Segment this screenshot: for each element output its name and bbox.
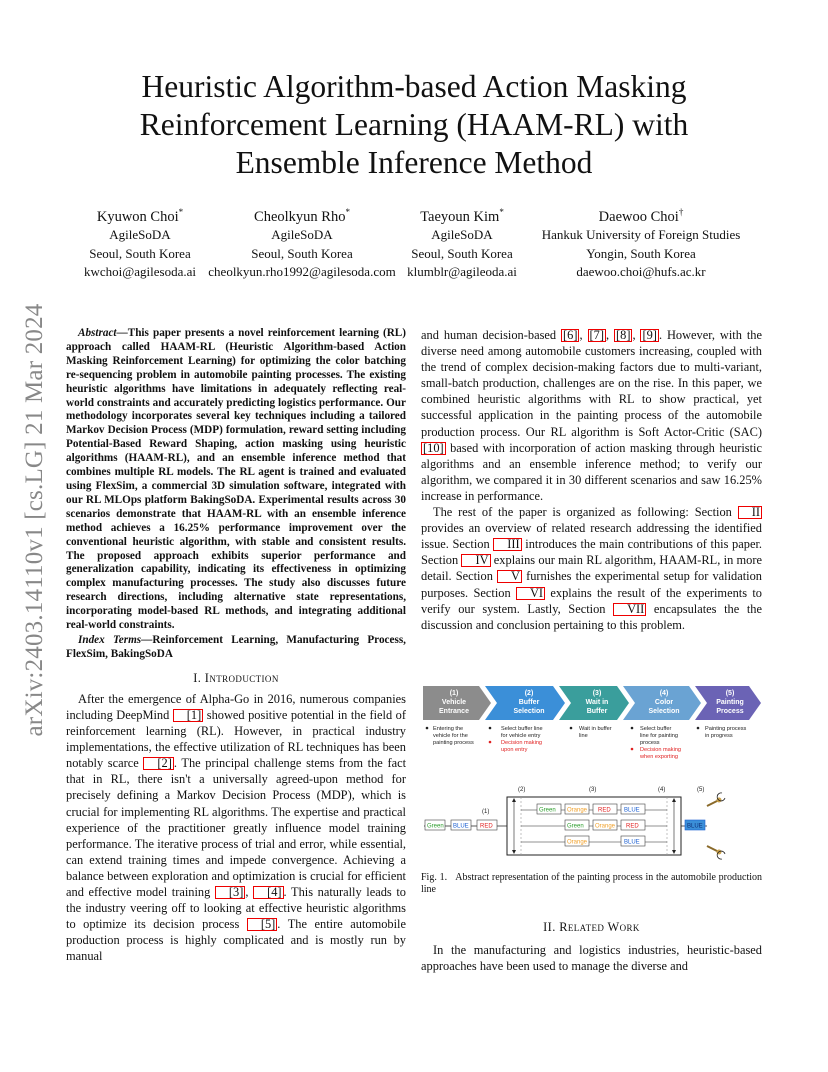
text-run: showed positive potential in the field of reinforcement learning (RL). However, in practical industry implementations, the effective utilization of RL techniques has been notably scarce (66, 707, 406, 771)
author-4 (534, 203, 748, 282)
related-work-paragraph (421, 942, 762, 974)
bullet-text: Select buffer (640, 726, 672, 732)
right-paragraph-1 (421, 327, 762, 504)
section-heading-related-work (421, 920, 762, 935)
step-label: Buffer (518, 699, 540, 706)
right-paragraph-2 (421, 504, 762, 633)
bullet-text-red: Decision making (640, 747, 682, 753)
step-label: Buffer (586, 708, 608, 715)
section-title: Introduction (204, 670, 279, 685)
text-run: encapsulates the the discussion and conclusion pertaining to this problem. (421, 601, 762, 632)
bullet-text: Select buffer line (501, 726, 543, 732)
left-column (66, 327, 406, 964)
text-run: explains our main RL algorithm, HAAM-RL, in more detail. Section (421, 553, 763, 584)
step-number: (5) (725, 690, 735, 697)
text-run: . The entire automobile production process is highly complicated and is mostly run by manual (66, 917, 406, 964)
caption-text: Abstract representation of the painting process in the automobile production line (421, 872, 763, 895)
step-label: Wait in (585, 699, 609, 706)
section-link[interactable]: V (497, 570, 522, 583)
author-affiliation: Hankuk University of Foreign Studies (541, 227, 741, 243)
author-affiliation: AgileSoDA (431, 227, 493, 243)
citation-link[interactable]: [10] (423, 440, 444, 455)
car-color: Orange (567, 839, 588, 846)
text-run: The rest of the paper is organized as following: Section (433, 505, 738, 520)
author-email: kwchoi@agilesoda.ai (84, 264, 196, 280)
section-heading-introduction (66, 670, 406, 686)
bullet-text: line (579, 733, 588, 739)
step-1-chevron (423, 686, 491, 720)
intro-paragraph (66, 691, 406, 965)
section-title: Related Work (559, 920, 640, 934)
step-number: (1) (449, 690, 459, 697)
car-color: RED (480, 823, 493, 830)
bullet-text: vehicle for the (433, 733, 468, 739)
section-link[interactable]: VII (613, 603, 646, 616)
step-3-chevron (559, 686, 629, 720)
author-3 (404, 203, 520, 282)
text-run: , (605, 328, 614, 342)
author-mark: * (178, 207, 184, 217)
line-diagram (424, 787, 725, 859)
text-run: After the emergence of Alpha-Go in 2016, numerous companies including DeepMind (66, 691, 406, 722)
text-run: , (579, 328, 588, 342)
step-bullets (426, 726, 747, 760)
painting-robot-icon (707, 793, 725, 859)
step-label: Process (716, 708, 744, 715)
text-run: . The principal challenge stems from the fact that in RL, there isn't a universally agreed-upon method for precisely defining a Markov Decision Process (MDP), which is crucial for implementing RL algorithms. The expertise and practical experience of the practitioner greatly influence model training performance. The iterative process of trial and error, while essential, can extend training times and impede convergence. Achieving a balance between exploration and optimization is crucial for efficient and effective model training (66, 756, 407, 899)
author-mark: * (499, 207, 504, 217)
abstract (66, 327, 406, 633)
step-2-chevron (485, 686, 565, 720)
text-run: based with incorporation of action masking through heuristic algorithms and an ensemble inference method; to verify our algorithm, we compared it in 30 different scenarios and saw 16.25% increase in performance. (421, 440, 762, 503)
step-label: Selection (513, 708, 545, 715)
bullet-text-red: when exporting (640, 754, 678, 760)
citation-link[interactable]: [2] (143, 757, 173, 770)
text-run: . However, with the diverse need among automobile customers increasing, coupled with the trend of complex decision-making factors due to multi-variant, small-batch production, challenges are on the rise. In this paper, we combined heuristic algorithms with RL to show practical, yet successful application in the painting process of the automobile production process. Our RL algorithm is Soft Actor-Critic (SAC) (421, 328, 762, 439)
author-location: Seoul, South Korea (411, 245, 513, 261)
car-color: Green (427, 823, 444, 830)
author-name: Kyuwon Choi (96, 208, 179, 225)
figure-caption (421, 872, 762, 896)
author-name: Daewoo Choi (598, 208, 679, 225)
step-label: Entrance (439, 708, 469, 715)
car-color: RED (598, 807, 611, 814)
bullet-text: painting process (433, 740, 474, 746)
area-label: (1) (482, 809, 490, 815)
paragraph-text: In the manufacturing and logistics industries, heuristic-based approaches have been used to manage the diverse and (421, 943, 762, 974)
car-color: BLUE (453, 823, 469, 830)
step-5-chevron (695, 686, 761, 720)
step-label: Vehicle (441, 699, 467, 706)
car-color: Orange (567, 807, 588, 814)
author-location: Seoul, South Korea (89, 245, 191, 261)
section-number: I. (193, 670, 202, 685)
section-number: II. (543, 920, 556, 934)
text-run: furnishes the experimental setup for validation purposes. Section (421, 569, 763, 600)
bullet-text: for vehicle entry (501, 733, 541, 739)
title-line: Reinforcement Learning (HAAM-RL) with (139, 107, 689, 142)
step-number: (4) (659, 690, 669, 697)
arxiv-stamp (10, 280, 60, 760)
step-number: (2) (524, 690, 534, 697)
car-color: BLUE (624, 839, 640, 846)
step-label: Selection (648, 708, 680, 715)
step-label: Painting (716, 699, 744, 706)
citation-link[interactable]: [5] (247, 918, 277, 931)
text-run: and human decision-based (421, 328, 562, 342)
bullet-text-red: Decision making (501, 740, 543, 746)
citation-link[interactable]: [6] (563, 328, 578, 342)
abstract-label: Abstract (78, 327, 117, 339)
area-label: (5) (697, 787, 705, 793)
index-terms (66, 634, 406, 662)
section-link[interactable]: II (738, 506, 762, 519)
bullet-text: line for painting (640, 733, 678, 739)
bullet-text-red: upon entry (501, 747, 528, 753)
author-mark: * (345, 207, 350, 217)
author-name: Cheolkyun Rho (254, 208, 346, 225)
area-label: (3) (589, 787, 597, 793)
figure-1 (421, 680, 762, 862)
bullet-text: in progress (705, 733, 733, 739)
car-color: Orange (595, 823, 616, 830)
section-link[interactable]: IV (461, 554, 490, 567)
text-run: . This naturally leads to the industry veering off to looking at effective heuristic algorithms to optimize its decision process (66, 884, 406, 932)
bullet-text: Wait in buffer (579, 726, 612, 732)
author-affiliation: AgileSoDA (109, 227, 171, 243)
citation-link[interactable]: [8] (616, 328, 631, 342)
car-color: BLUE (624, 807, 640, 814)
author-email: klumblr@agileoda.ai (407, 264, 517, 280)
author-email: cheolkyun.rho1992@agilesoda.com (208, 264, 396, 280)
index-terms-text: —Reinforcement Learning, Manufacturing Process, FlexSim, BakingSoDA (66, 633, 406, 660)
step-4-chevron (623, 686, 701, 720)
text-run: explains the result of the experiments to verify our system. Lastly, Section (421, 585, 762, 616)
process-diagram (421, 680, 762, 862)
section-link[interactable]: III (493, 538, 521, 551)
caption-label: Fig. 1. (421, 872, 448, 883)
citation-link[interactable]: [3] (215, 886, 245, 899)
area-label: (4) (658, 787, 666, 793)
car-color: RED (626, 823, 639, 830)
index-terms-label: Index Terms (78, 633, 142, 646)
step-label: Color (654, 699, 674, 706)
car-color: Green (539, 807, 556, 814)
title-line: Ensemble Inference Method (235, 145, 593, 180)
car-color: BLUE (687, 823, 703, 830)
paper-title (80, 68, 748, 182)
text-run: provides an overview of related research addressing the identified issue. Section (421, 521, 762, 552)
section-link[interactable]: VI (516, 587, 545, 600)
car-color: Green (567, 823, 584, 830)
author-1 (70, 203, 210, 282)
text-run: , (245, 884, 254, 899)
author-affiliation: AgileSoDA (271, 227, 333, 243)
author-mark: † (678, 207, 684, 217)
citation-link[interactable]: [9] (642, 328, 657, 342)
citation-link[interactable]: [1] (173, 709, 203, 722)
author-location: Yongin, South Korea (586, 245, 696, 261)
citation-link[interactable]: [7] (589, 328, 604, 342)
bullet-text: Painting process (705, 726, 747, 732)
author-email: daewoo.choi@hufs.ac.kr (576, 264, 706, 280)
author-2 (208, 203, 396, 282)
bullet-text: Entering the (433, 726, 464, 732)
text-run: , (632, 328, 641, 342)
title-line: Heuristic Algorithm-based Action Masking (141, 69, 687, 104)
author-location: Seoul, South Korea (251, 245, 353, 261)
right-column (421, 327, 762, 633)
arxiv-id: arXiv:2403.14110v1 [cs.LG] 21 Mar 2024 (21, 303, 48, 737)
citation-link[interactable]: [4] (253, 886, 283, 899)
text-run: introduces the main contributions of this paper. Section (421, 537, 762, 568)
bullet-text: process (640, 740, 660, 746)
abstract-text: —This paper presents a novel reinforcement learning (RL) approach called HAAM-RL (Heuristic Algorithm-based Action Masking Reinforcement Learning) for optimizing the color batching re-sequencing problem in automobile painting processes. The existing heuristic algorithms have limitations in adequately reflecting real-world constraints and accurately predicting logistics performance. Our methodology incorporates several key techniques including a tailored Markov Decision Process (MDP) formulation, reward setting including Potential-Based Reward Shaping, action masking using heuristic algorithms (HAAM-RL), and an ensemble inference method that combines multiple RL models. The RL agent is trained and evaluated using FlexSim, a commercial 3D simulation software, integrated with our RL MLOps platform BakingSoDA. Experimental results across 30 scenarios demonstrate that HAAM-RL with an ensemble inference method achieves a 16.25% performance improvement over the conventional heuristic algorithm, with stable and consistent results. The proposed approach exhibits superior performance and generalization capability, indicating its effectiveness in optimizing complex manufacturing processes. The study also discusses future research directions, including alternative state representations, incorporating model-based RL methods, and integrating additional real-world constraints. (66, 327, 406, 632)
step-number: (3) (592, 690, 602, 697)
area-label: (2) (518, 787, 526, 793)
author-name: Taeyoun Kim (420, 208, 500, 225)
